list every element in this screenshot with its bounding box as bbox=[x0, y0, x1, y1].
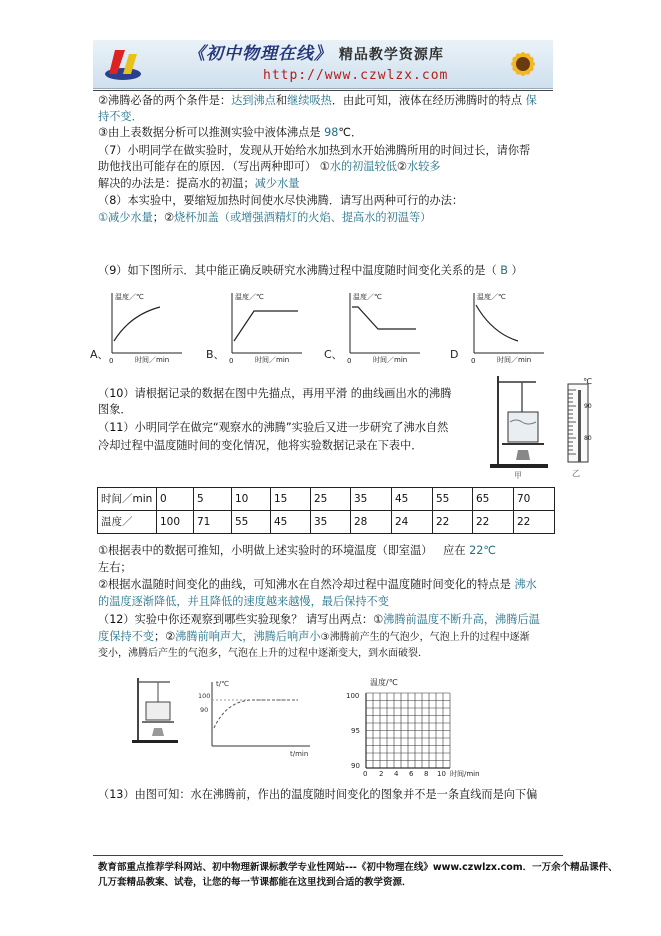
table-cell: 22 bbox=[473, 511, 514, 534]
small-graph-tick-100: 100 bbox=[198, 692, 211, 700]
text-line: 冷却过程中温度随时间的变化情况，他将实验数据记录在下表中． bbox=[98, 439, 423, 452]
answer: 水的初温较低 bbox=[329, 160, 397, 173]
option-label: A、 bbox=[90, 348, 109, 361]
small-graph-curve bbox=[214, 700, 298, 728]
site-banner bbox=[93, 40, 553, 89]
graph-x-label: 时间／min bbox=[135, 356, 170, 364]
answer: B bbox=[500, 264, 508, 277]
small-apparatus-figure bbox=[130, 674, 182, 746]
text: ；② bbox=[153, 630, 176, 643]
figure-label-jia: 甲 bbox=[514, 471, 522, 480]
grid-tick: 6 bbox=[409, 770, 414, 778]
question-13: （13）由图可知：水在沸腾前，作出的温度随时间变化的图象并不是一条直线而是向下偏 bbox=[98, 788, 538, 801]
text: ① bbox=[319, 160, 330, 173]
text: 助他找出可能存在的原因．（写出两种即可） bbox=[98, 160, 317, 173]
option-label: B、 bbox=[206, 348, 225, 361]
table-cell: 45 bbox=[271, 511, 311, 534]
option-label: D bbox=[450, 348, 459, 361]
small-graph-tick-90: 90 bbox=[200, 706, 209, 714]
text-line bbox=[98, 125, 362, 141]
graph-y-label: 温度／℃ bbox=[235, 293, 264, 301]
answer-line: 的温度逐渐降低，并且降低的速度越来越慢，最后保持不变 bbox=[98, 595, 389, 608]
grid-tick: 8 bbox=[424, 770, 429, 778]
figure-label-yi: 乙 bbox=[572, 469, 580, 478]
small-graph-y-label: t/℃ bbox=[216, 680, 229, 688]
grid-tick: 90 bbox=[351, 762, 360, 770]
plotting-grid bbox=[346, 676, 504, 780]
question-7: （7）小明同学在做实验时，发现从开始给水加热到水开始沸腾所用的时间过长，请你帮 bbox=[98, 144, 531, 157]
text: ℃． bbox=[338, 126, 363, 139]
footer-line: 教育部重点推荐学科网站、初中物理新课标教学专业性网站---《初中物理在线》www.czwlzx.com．一万余个精品课件、 bbox=[98, 862, 618, 873]
text: ②沸腾必备的两个条件是： bbox=[98, 94, 232, 107]
text: （12）实验中你还观察到哪些实验现象？ 请写出两点：① bbox=[98, 613, 384, 626]
question-10: （10）请根据记录的数据在图中先描点，再用平滑 的曲线画出水的沸腾 bbox=[98, 387, 452, 400]
answer: 减少水量 bbox=[254, 177, 300, 190]
answer: 烧杯加盖（或增强酒精灯的火焰、提高水的初温等） bbox=[174, 211, 432, 224]
grid-tick: 100 bbox=[346, 692, 360, 700]
table-cell: 10 bbox=[232, 488, 271, 511]
graph-c bbox=[324, 292, 420, 365]
footer-rule bbox=[93, 855, 563, 856]
table-cell: 65 bbox=[473, 488, 514, 511]
table-cell: 5 bbox=[194, 488, 232, 511]
text: ② bbox=[396, 160, 407, 173]
table-cell: 55 bbox=[433, 488, 473, 511]
answer: 水较多 bbox=[406, 160, 441, 173]
text: ；② bbox=[152, 211, 175, 224]
cooling-data-table bbox=[97, 487, 555, 534]
text-line bbox=[98, 629, 530, 646]
table-row bbox=[98, 511, 555, 534]
graph-b bbox=[206, 292, 302, 365]
graph-x-label: 时间／min bbox=[255, 356, 290, 364]
answer: 减少水量 bbox=[108, 211, 153, 224]
answer: 22℃ bbox=[469, 544, 496, 557]
question-8: （8）本实验中，要缩短加热时间使水尽快沸腾．请写出两种可行的办法： bbox=[98, 194, 464, 207]
temperature-curve-figure bbox=[198, 676, 316, 760]
text: （9）如下图所示．其中能正确反映研究水沸腾过程中温度随时间变化关系的是（ bbox=[98, 264, 497, 277]
graph-x-label: 时间／min bbox=[373, 356, 408, 364]
table-cell: 25 bbox=[311, 488, 351, 511]
answer: 度保持不变 bbox=[98, 630, 154, 643]
table-cell: 22 bbox=[433, 511, 473, 534]
option-label: C、 bbox=[324, 348, 343, 361]
grid-tick: 4 bbox=[394, 770, 399, 778]
graph-y-label: 温度／℃ bbox=[115, 293, 144, 301]
table-cell: 0 bbox=[157, 488, 194, 511]
text-line bbox=[98, 176, 299, 192]
table-cell: 24 bbox=[392, 511, 433, 534]
text: 和 bbox=[275, 94, 288, 107]
grid-x-label: 时间/min bbox=[450, 770, 480, 778]
answer: 沸腾前响声大，沸腾后响声小 bbox=[175, 630, 321, 643]
text: ①根据表中的数据可推知，小明做上述实验时的环境温度（即室温） bbox=[98, 544, 433, 557]
banner-url[interactable]: http://www.czwlzx.com bbox=[263, 68, 449, 83]
answer: 保 bbox=[525, 94, 537, 107]
table-row bbox=[98, 488, 555, 511]
small-graph-x-label: t/min bbox=[290, 750, 309, 758]
table-cell: 35 bbox=[351, 488, 392, 511]
text-line: 图象． bbox=[98, 403, 132, 416]
graph-origin: 0 bbox=[347, 357, 352, 365]
thermometer-figure bbox=[562, 376, 602, 480]
table-cell: 15 bbox=[271, 488, 311, 511]
footer-line: 几万套精品教案、试卷，让您的每一节课都能在这里找到合适的教学资源． bbox=[98, 877, 412, 888]
table-cell: 35 bbox=[311, 511, 351, 534]
grid-lines bbox=[366, 693, 450, 768]
graph-a bbox=[90, 292, 182, 365]
graph-curve bbox=[352, 307, 416, 329]
text-line bbox=[98, 159, 441, 175]
grid-y-label: 温度/℃ bbox=[370, 678, 398, 687]
table-cell: 71 bbox=[194, 511, 232, 534]
table-cell: 55 bbox=[232, 511, 271, 534]
question-12 bbox=[98, 612, 540, 628]
text-line bbox=[98, 93, 537, 109]
site-logo bbox=[101, 44, 161, 84]
answer: 达到沸点 bbox=[231, 94, 276, 107]
text: ．由此可知，液体在经历沸腾时的特点 bbox=[331, 94, 523, 107]
graph-x-label: 时间／min bbox=[497, 356, 532, 364]
table-header-cell: 温度／ bbox=[98, 511, 157, 534]
question-11: （11）小明同学在做完“观察水的沸腾”实验后又进一步研究了沸水自然 bbox=[98, 421, 449, 434]
graph-curve bbox=[234, 311, 298, 341]
graph-d bbox=[450, 292, 544, 365]
answer: 沸腾前温度不断升高，沸腾后温 bbox=[383, 613, 540, 626]
thermometer-unit: ℃ bbox=[583, 377, 592, 386]
text-line: 变小，沸腾后产生的气泡多，气泡在上升的过程中逐渐变大，到水面破裂． bbox=[98, 648, 428, 659]
boiling-apparatus-figure bbox=[486, 372, 550, 480]
text-line bbox=[98, 210, 431, 226]
table-cell: 100 bbox=[157, 511, 194, 534]
graph-curve bbox=[114, 307, 160, 341]
graph-origin: 0 bbox=[109, 357, 114, 365]
text: 应在 bbox=[443, 544, 466, 557]
text-line: 左右； bbox=[98, 561, 132, 574]
banner-subtitle: 精品教学资源库 bbox=[338, 47, 444, 63]
answer: 98 bbox=[324, 126, 339, 139]
question-9 bbox=[98, 263, 523, 279]
graph-curve bbox=[476, 305, 518, 341]
graph-y-label: 温度／℃ bbox=[353, 293, 382, 301]
option-graphs bbox=[90, 285, 532, 365]
sunflower-image bbox=[493, 42, 551, 86]
grid-tick: 0 bbox=[363, 770, 368, 778]
table-header-cell: 时间／min bbox=[98, 488, 157, 511]
grid-tick: 2 bbox=[379, 770, 384, 778]
table-cell: 70 bbox=[514, 488, 555, 511]
table-cell: 28 bbox=[351, 511, 392, 534]
text: ②根据水温随时间变化的曲线，可知沸水在自然冷却过程中温度随时间变化的特点是 bbox=[98, 578, 511, 591]
thermometer-tick-80: 80 bbox=[584, 435, 592, 442]
answer: ① bbox=[98, 211, 109, 224]
text: ） bbox=[511, 264, 523, 277]
grid-tick: 10 bbox=[437, 770, 446, 778]
grid-tick: 95 bbox=[351, 727, 360, 735]
graph-origin: 0 bbox=[229, 357, 234, 365]
answer: 沸水 bbox=[514, 578, 537, 591]
graph-y-label: 温度／℃ bbox=[477, 293, 506, 301]
banner-title bbox=[188, 46, 444, 63]
text-line bbox=[98, 577, 537, 593]
text: ③由上表数据分析可以推测实验中液体沸点是 bbox=[98, 126, 321, 139]
header-rule bbox=[93, 90, 553, 91]
table-cell: 22 bbox=[514, 511, 555, 534]
text-line bbox=[98, 543, 496, 559]
text: 解决的办法是：提高水的初温； bbox=[98, 177, 255, 190]
thermometer-tick-90: 90 bbox=[584, 403, 592, 410]
graph-origin: 0 bbox=[471, 357, 476, 365]
banner-title-text: 《初中物理在线》 bbox=[188, 44, 332, 64]
table-cell: 45 bbox=[392, 488, 433, 511]
answer-line: 持不变． bbox=[98, 110, 143, 123]
answer: 继续吸热 bbox=[287, 94, 332, 107]
text: ③沸腾前产生的气泡少，气泡上升的过程中逐渐 bbox=[320, 632, 530, 643]
